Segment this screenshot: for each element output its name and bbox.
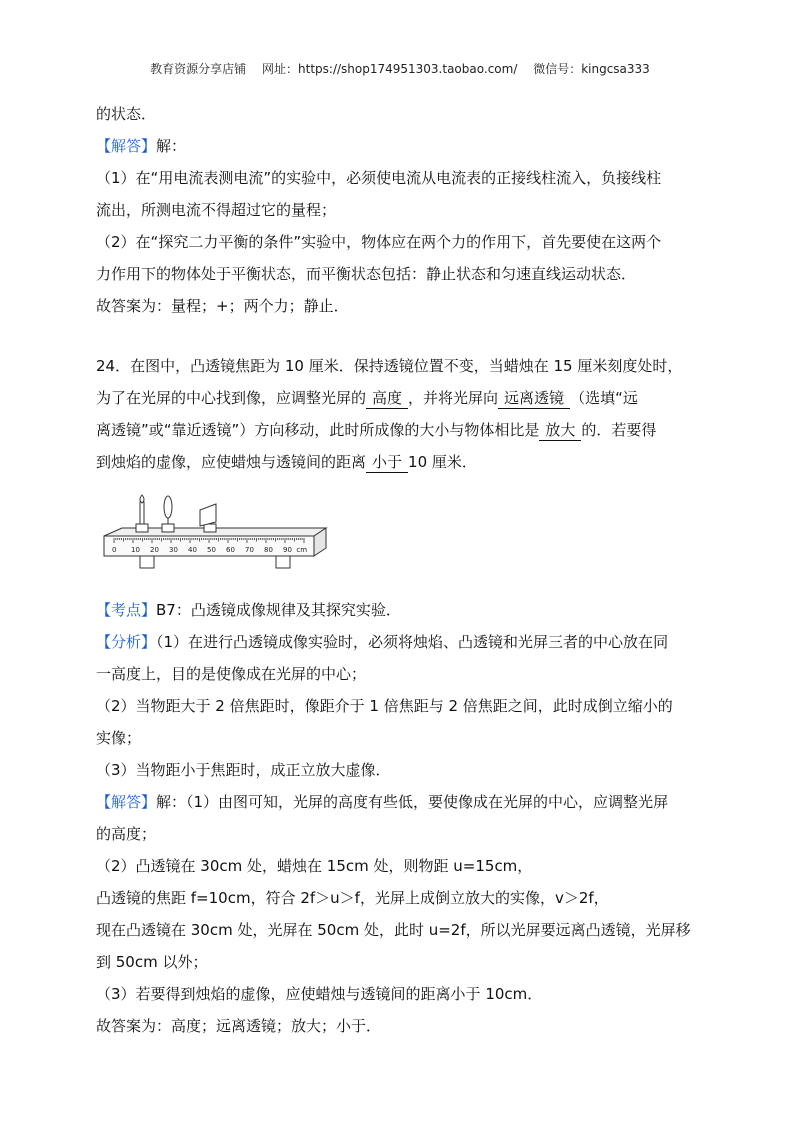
kaodian-text: B7：凸透镜成像规律及其探究实验． (156, 601, 401, 619)
wechat-id: 微信号：kingcsa333 (533, 62, 650, 76)
jieda-text: 解：（1）由图可知，光屏的高度有些低，要使像成在光屏的中心，应调整光屏 (156, 793, 669, 811)
optical-bench-figure (100, 494, 330, 584)
jieda-line4: 凸透镜的焦距 f=10cm，符合 2f＞u＞f，光屏上成倒立放大的实像，v＞2f， (96, 889, 609, 907)
q24-line2 (96, 382, 716, 414)
jieda-line1 (96, 786, 716, 818)
ruler-label: cm (296, 546, 308, 554)
ruler-label: 0 (112, 546, 117, 554)
q24-text: 到烛焰的虚像，应使蜡烛与透镜间的距离 (96, 453, 367, 471)
ruler-label: 20 (150, 546, 159, 554)
ruler-label: 80 (264, 546, 273, 554)
q24-text: 为了在光屏的中心找到像，应调整光屏的 (96, 389, 367, 407)
fenxi-line3: （2）当物距大于 2 倍焦距时，像距介于 1 倍焦距与 2 倍焦距之间，此时成倒立缩小的 (96, 697, 673, 715)
jieda-line7: （3）若要得到烛焰的虚像，应使蜡烛与透镜间的距离小于 10cm． (96, 985, 543, 1003)
ruler-label: 30 (169, 546, 178, 554)
ruler-label: 50 (207, 546, 216, 554)
answer-head-text: 解： (156, 137, 187, 155)
jieda-line6: 到 50cm 以外； (96, 953, 208, 971)
page-header (0, 60, 800, 77)
fenxi-line4: 实像； (96, 729, 142, 747)
shop-url: 网址：https://shop174951303.taobao.com/ (262, 62, 518, 76)
shop-name: 教育资源分享店铺 (150, 62, 247, 76)
fenxi-text: （1）在进行凸透镜成像实验时，必须将烛焰、凸透镜和光屏三者的中心放在同 (156, 633, 669, 651)
optical-bench-illustration (100, 494, 330, 584)
document-body (96, 98, 716, 1042)
answer-blank-3: 放大 (539, 420, 581, 441)
ruler-label: 10 (131, 546, 140, 554)
q24-text: 的．若要得 (581, 421, 657, 439)
answer-tag: 【解答】 (96, 137, 157, 155)
jieda-line3: （2）凸透镜在 30cm 处，蜡烛在 15cm 处，则物距 u=15cm， (96, 857, 533, 875)
fenxi-line1 (96, 626, 716, 658)
answer-blank-1: 高度 (366, 388, 408, 409)
jieda-line5: 现在凸透镜在 30cm 处，光屏在 50cm 处，此时 u=2f，所以光屏要远离凸透镜，光屏移 (96, 921, 691, 939)
ruler-label: 70 (245, 546, 254, 554)
final-answer: 故答案为：高度；远离透镜；放大；小于． (96, 1017, 382, 1035)
q24-text: ，并将光屏向 (408, 389, 499, 407)
prev-p2b: 力作用下的物体处于平衡状态，而平衡状态包括：静止状态和匀速直线运动状态． (96, 265, 637, 283)
jieda-line2: 的高度； (96, 825, 157, 843)
fenxi-line2: 一高度上，目的是使像成在光屏的中心； (96, 665, 367, 683)
kaodian-tag: 【考点】 (96, 601, 157, 619)
prev-final-answer: 故答案为：量程；+；两个力；静止． (96, 297, 349, 315)
ruler-label: 90 (283, 546, 292, 554)
fenxi-line5: （3）当物距小于焦距时，成正立放大虚像． (96, 761, 391, 779)
q24-text: 离透镜”或“靠近透镜”）方向移动，此时所成像的大小与物体相比是 (96, 421, 540, 439)
ruler-label: 40 (188, 546, 197, 554)
prev-answer-head (96, 130, 716, 162)
kaodian-line (96, 594, 716, 626)
q24-text: 10 厘米． (408, 453, 477, 471)
prev-p1a: （1）在“用电流表测电流”的实验中，必须使电流从电流表的正接线柱流入，负接线柱 (96, 169, 662, 187)
prev-line0: 的状态． (96, 105, 157, 123)
fenxi-tag: 【分析】 (96, 633, 157, 651)
q24-line1: 24．在图中，凸透镜焦距为 10 厘米．保持透镜位置不变，当蜡烛在 15 厘米刻度处时， (96, 357, 683, 375)
q24-line3 (96, 414, 716, 446)
answer-blank-4: 小于 (366, 452, 408, 473)
prev-p1b: 流出，所测电流不得超过它的量程； (96, 201, 337, 219)
ruler-label: 60 (226, 546, 235, 554)
prev-p2a: （2）在“探究二力平衡的条件”实验中，物体应在两个力的作用下，首先要使在这两个 (96, 233, 662, 251)
jieda-tag: 【解答】 (96, 793, 157, 811)
q24-text: （选填“远 (570, 389, 638, 407)
answer-blank-2: 远离透镜 (498, 388, 570, 409)
q24-line4 (96, 446, 716, 478)
